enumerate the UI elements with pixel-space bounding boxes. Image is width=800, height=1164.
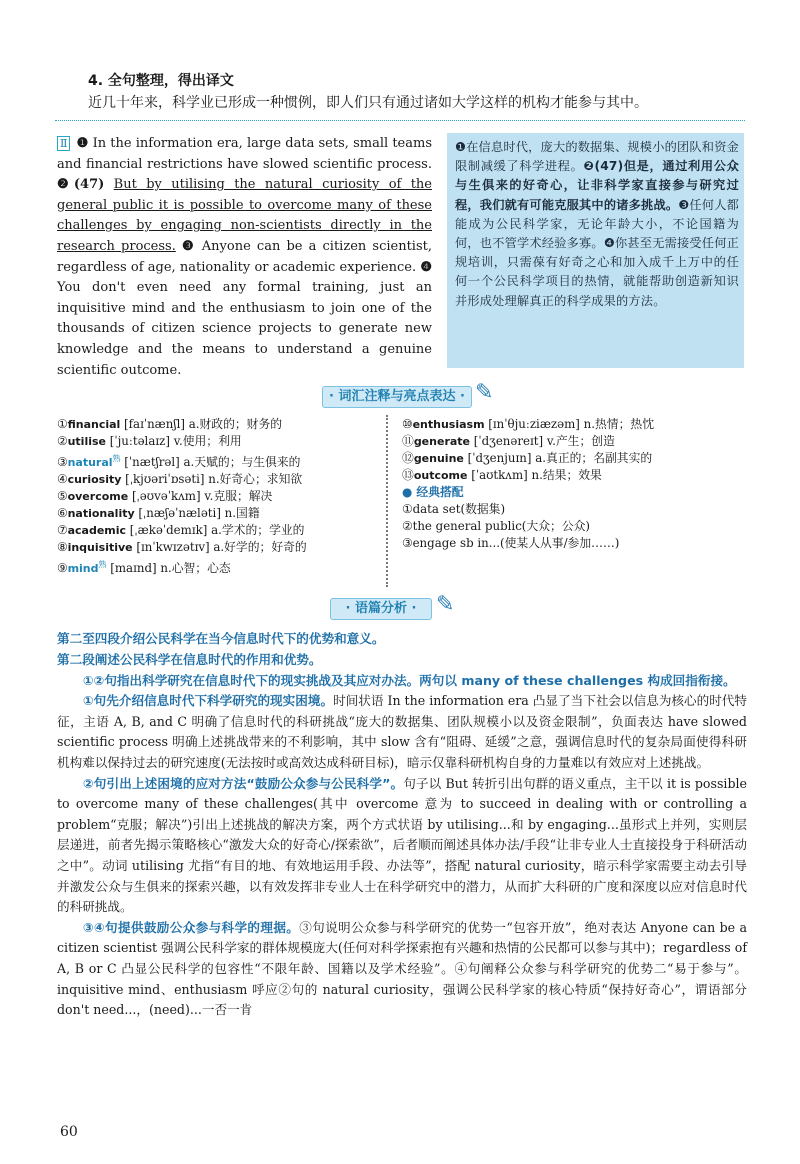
analysis-body [57, 650, 747, 1021]
vocab-item: ③natural$^熟$ [ˈnætʃrəl] a.天赋的；与生俱来的 [57, 454, 301, 469]
column-divider [386, 415, 396, 587]
vocab-item: ②utilise [ˈjuːtəlaɪz] v.使用；利用 [57, 434, 242, 448]
paragraph-label: Ⅱ [57, 136, 70, 151]
analysis-paragraph: ①②句指出科学研究在信息时代下的现实挑战及其应对办法。两句以 many of these challenges 构成回指衔接。 [83, 672, 736, 688]
translation-4: ❹你甚至无需接受任何正规培训，只需葆有好奇之心和加入成千上万中的任何一个公民科学项目的热情，就能帮助创造新知识并形成处理解真正的科学成果的方法。 [455, 236, 739, 308]
pen-icon: ✎ [436, 592, 455, 617]
analysis-paragraph: ②句引出上述困境的应对方法“鼓励公众参与公民科学”。句子以 But 转折引出句群的语义重点，主干以 it is possible to overcome many of these challenges(其中 overcome 意为 to succeed in dealing with or controlling a problem“克服；解决”)引出上述挑战的解决方案，两个方式状语 by utilising...和 by engaging...虽形式上并列，实则层层递进，前者先揭示策略核心“激发大众的好奇心/探索欲”，后者顺而阐述具体办法/手段“让非专业人士直接投身于科研活动之中”。动词 utilising 尤指“有目的地、有效地运用手段、办法等”，搭配 natural curiosity，暗示科学家需要主动去引导并激发公众与生俱来的探索兴趣，以有效发挥非专业人士在科学研究中的潜力，从而扩大科研的广度和深度以应对信息时代的科研挑战。 [57, 775, 747, 915]
page-number: 60 [60, 1124, 78, 1140]
sentence-4-number: ❹ [420, 259, 432, 275]
vocab-item: ⑧inquisitive [ɪnˈkwɪzətɪv] a.好学的；好奇的 [57, 539, 307, 554]
english-paragraph [57, 134, 432, 381]
analysis-paragraph: ①句先介绍信息时代下科学研究的现实困境。时间状语 In the information era 凸显了当下社会以信息为核心的时代特征，主语 A, B, and C 明确了信息时代的科研挑战“庞大的数据集、团队规模小以及资金限制”，负面表达 have slowed scientific process 明确上述挑战带来的不利影响，其中 slow 含有“阻碍、延缓”之意，强调信息时代的复杂局面使得科研机构难以保持过去的研究速度(无法按时或高效达成科研目标)，暗示仅靠科研机构自身的力量难以有效应对上述挑战。 [57, 693, 748, 770]
vocab-item: ⑦academic [ˌækəˈdemɪk] a.学术的；学业的 [57, 522, 305, 537]
sentence-1: In the information era, large data sets, small teams and financial restrictions have slowed scientific process. [57, 136, 432, 172]
translation-2: ❷(47)但是，通过利用公众与生俱来的好奇心，让非科学家直接参与研究过程，我们就有可能克服其中的诸多挑战。 [455, 159, 739, 212]
vocab-item: ①financial [faɪˈnænʃl] a.财政的；财务的 [57, 417, 283, 431]
vocab-item: ⑥nationality [ˌnæʃəˈnæləti] n.国籍 [57, 505, 260, 520]
vocab-item: ⑤overcome [ˌəʊvəˈkʌm] v.克服；解决 [57, 488, 273, 503]
sentence-4: You don't even need any formal training, just an inquisitive mind and the enthusiasm to join one of the thousands of citizen science projects to generate new knowledge and the means to understand a genuine scientific outcome. [57, 280, 432, 378]
sentence-2-number: ❷(47) [57, 177, 105, 193]
vocab-left-list [57, 416, 382, 577]
collocations-title: ● 经典搭配 [402, 485, 464, 499]
sentence-3-number: ❸ [181, 238, 196, 254]
translation-text [455, 138, 739, 311]
vocab-item: ⑩enthusiasm [ɪnˈθjuːziæzəm] n.热情；热忱 [402, 417, 654, 431]
section-translation: 近几十年来，科学业已形成一种惯例，即人们只有通过诸如大学这样的机构才能参与其中。 [88, 95, 648, 111]
collocation-item: ③engage sb in...(使某人从事/参加……) [402, 536, 620, 550]
pen-icon: ✎ [475, 380, 494, 405]
vocab-right-list [402, 416, 747, 552]
sentence-3: Anyone can be a citizen scientist, regardless of age, nationality or academic experience. [57, 238, 432, 275]
section-heading: 4. 全句整理，得出译文 [88, 73, 234, 89]
dotted-divider [55, 120, 745, 121]
collocation-item: ②the general public(大众；公众) [402, 519, 590, 533]
sentence-2: But by utilising the natural curiosity of the general public it is possible to overcome many of these challenges by engaging non-scientists directly in the research process. [57, 177, 432, 254]
analysis-heading-2: 第二段阐述公民科学在信息时代的作用和优势。 [57, 652, 322, 667]
translation-1: ❶在信息时代，庞大的数据集、规模小的团队和资金限制减缓了科学进程。 [455, 140, 739, 174]
vocab-item: ⑪generate [ˈdʒenəreɪt] v.产生；创造 [402, 434, 615, 448]
collocation-item: ①data set(数据集) [402, 502, 506, 516]
vocab-banner: · 词汇注释与亮点表达 · [322, 386, 472, 408]
analysis-banner: · 语篇分析 · [330, 598, 432, 620]
familiar-word-badge: 熟 [112, 454, 121, 463]
sentence-1-number: ❶ [76, 136, 89, 151]
translation-3: ❸任何人都能成为公民科学家，无论年龄大小，不论国籍为何，也不管学术经验多寡。 [455, 197, 739, 251]
analysis-heading-1: 第二至四段介绍公民科学在当今信息时代下的优势和意义。 [57, 631, 385, 646]
analysis-paragraph: ③④句提供鼓励公众参与科学的理据。③句说明公众参与科学研究的优势一“包容开放”，绝对表达 Anyone can be a citizen scientist 强调公民科学家的群体规模庞大(任何对科学探索抱有兴趣和热情的公民都可以参与其中)；regardless of A, B or C 凸显公民科学的包容性“不限年龄、国籍以及学术经验”。④句阐释公众参与科学研究的优势二“易于参与”。inquisitive mind、enthusiasm 呼应②句的 natural curiosity，强调公民科学家的核心特质“保持好奇心”，谓语部分 don't need...，(need)...一否一肯 [57, 919, 747, 1018]
vocab-item: ⑨mind$^熟$ [maɪnd] n.心智；心态 [57, 559, 231, 575]
vocab-item: ④curiosity [ˌkjʊəriˈɒsəti] n.好奇心；求知欲 [57, 471, 303, 486]
familiar-word-badge: 熟 [98, 559, 107, 569]
vocab-item: ⑬outcome [ˈaʊtkʌm] n.结果；效果 [402, 468, 602, 482]
vocab-item: ⑫genuine [ˈdʒenjuɪn] a.真正的；名副其实的 [402, 451, 653, 465]
